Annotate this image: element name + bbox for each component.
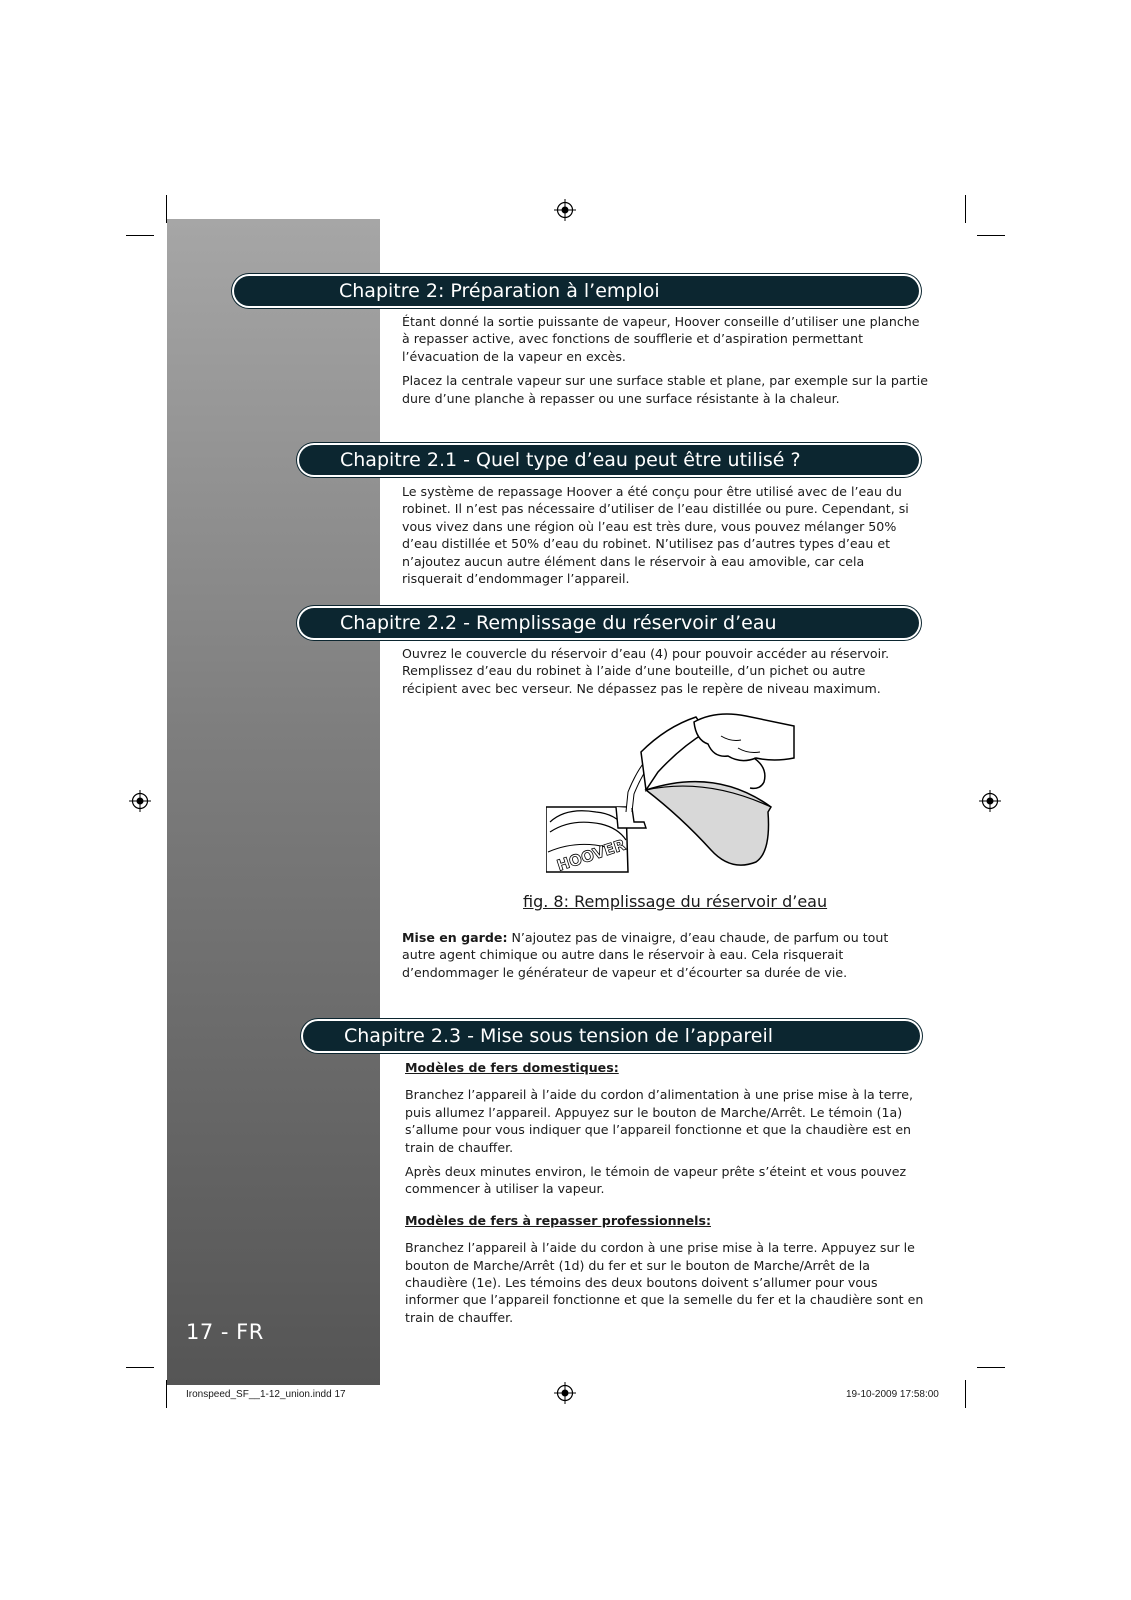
filling-illustration [546,712,796,884]
paragraph: Ouvrez le couvercle du réservoir d’eau (4) pour pouvoir accéder au réservoir. Remplissez d’eau du robinet à l’aide d’une bouteille, d’un pichet ou autre récipient avec bec verseur. Ne dépassez pas le repère de niveau maximum. [402,646,890,696]
crop-mark [977,235,1005,236]
section-body-chapter-2-3 [405,1059,935,1333]
paragraph: Branchez l’appareil à l’aide du cordon d’alimentation à une prise mise à la terre, puis allumez l’appareil. Appuyez sur le bouton de Marche/Arrêt. Le témoin (1a) s’allume pour vous indiquer que l’appareil fonctionne et que la chaudière est en train de chauffer. [405,1087,914,1155]
section-title-text: Chapitre 2.2 - Remplissage du réservoir d’eau [340,612,777,634]
warning-text: N’ajoutez pas de vinaigre, d’eau chaude, de parfum ou tout autre agent chimique ou autre dans le réservoir à eau. Cela risquerait d’endommager le générateur de vapeur et d’écourter sa durée de vie. [402,930,889,980]
section-title-chapter-2-2 [299,608,919,638]
crop-mark [977,1367,1005,1368]
footer-filename: Ironspeed_SF__1-12_union.indd 17 [186,1389,346,1400]
figure-caption: fig. 8: Remplissage du réservoir d’eau [523,892,828,911]
crop-mark [126,235,154,236]
section-body-chapter-2-2 [402,645,922,704]
crop-mark [965,1380,966,1408]
registration-mark-icon [979,790,1001,812]
paragraph: Branchez l’appareil à l’aide du cordon à une prise mise à la terre. Appuyez sur le bouton de Marche/Arrêt (1d) du fer et sur le bouton de Marche/Arrêt de la chaudière (1e). Les témoins des deux boutons doivent s’allumer pour vous informer que l’appareil fonctionne et que la semelle du fer et la chaudière sont en train de chauffer. [405,1240,924,1325]
section-title-text: Chapitre 2: Préparation à l’emploi [339,280,660,302]
section-body-chapter-2 [402,313,930,414]
section-title-text: Chapitre 2.3 - Mise sous tension de l’appareil [344,1025,774,1047]
sidebar-band [167,219,380,1385]
footer-timestamp: 19-10-2009 17:58:00 [846,1389,939,1400]
registration-mark-icon [554,1382,576,1404]
subheading-domestic: Modèles de fers domestiques: [405,1060,619,1075]
section-title-chapter-2-1 [299,445,919,475]
page-number: 17 - FR [186,1320,264,1344]
section-body-chapter-2-1 [402,483,912,594]
crop-mark [126,1367,154,1368]
paragraph: Placez la centrale vapeur sur une surface stable et plane, par exemple sur la partie dure d’une planche à repasser ou une surface résistante à la chaleur. [402,373,928,406]
crop-mark [965,195,966,223]
warning-label: Mise en garde: [402,930,508,945]
section-title-text: Chapitre 2.1 - Quel type d’eau peut être utilisé ? [340,449,801,471]
brand-label: HOOVER [554,835,628,875]
paragraph: Le système de repassage Hoover a été conçu pour être utilisé avec de l’eau du robinet. Il n’est pas nécessaire d’utiliser de l’eau distillée ou pure. Cependant, si vous vivez dans une région où l’eau est très dure, vous pouvez mélanger 50% d’eau distillée et 50% d’eau du robinet. N’utilisez pas d’autres types d’eau et n’ajoutez aucun autre élément dans le réservoir à eau amovible, car cela risquerait d’endommager l’appareil. [402,484,909,587]
subheading-professional: Modèles de fers à repasser professionnels: [405,1212,711,1228]
warning-note [402,929,922,988]
paragraph: Étant donné la sortie puissante de vapeur, Hoover conseille d’utiliser une planche à repasser active, avec fonctions de soufflerie et d’aspiration permettant l’évacuation de la vapeur en excès. [402,314,920,364]
section-title-chapter-2 [234,276,919,306]
crop-mark [166,1380,167,1408]
registration-mark-icon [129,790,151,812]
section-title-chapter-2-3 [303,1021,920,1051]
paragraph: Après deux minutes environ, le témoin de vapeur prête s’éteint et vous pouvez commencer à utiliser la vapeur. [405,1164,907,1197]
warning-paragraph [402,929,922,981]
crop-mark [166,195,167,223]
registration-mark-icon [554,199,576,221]
